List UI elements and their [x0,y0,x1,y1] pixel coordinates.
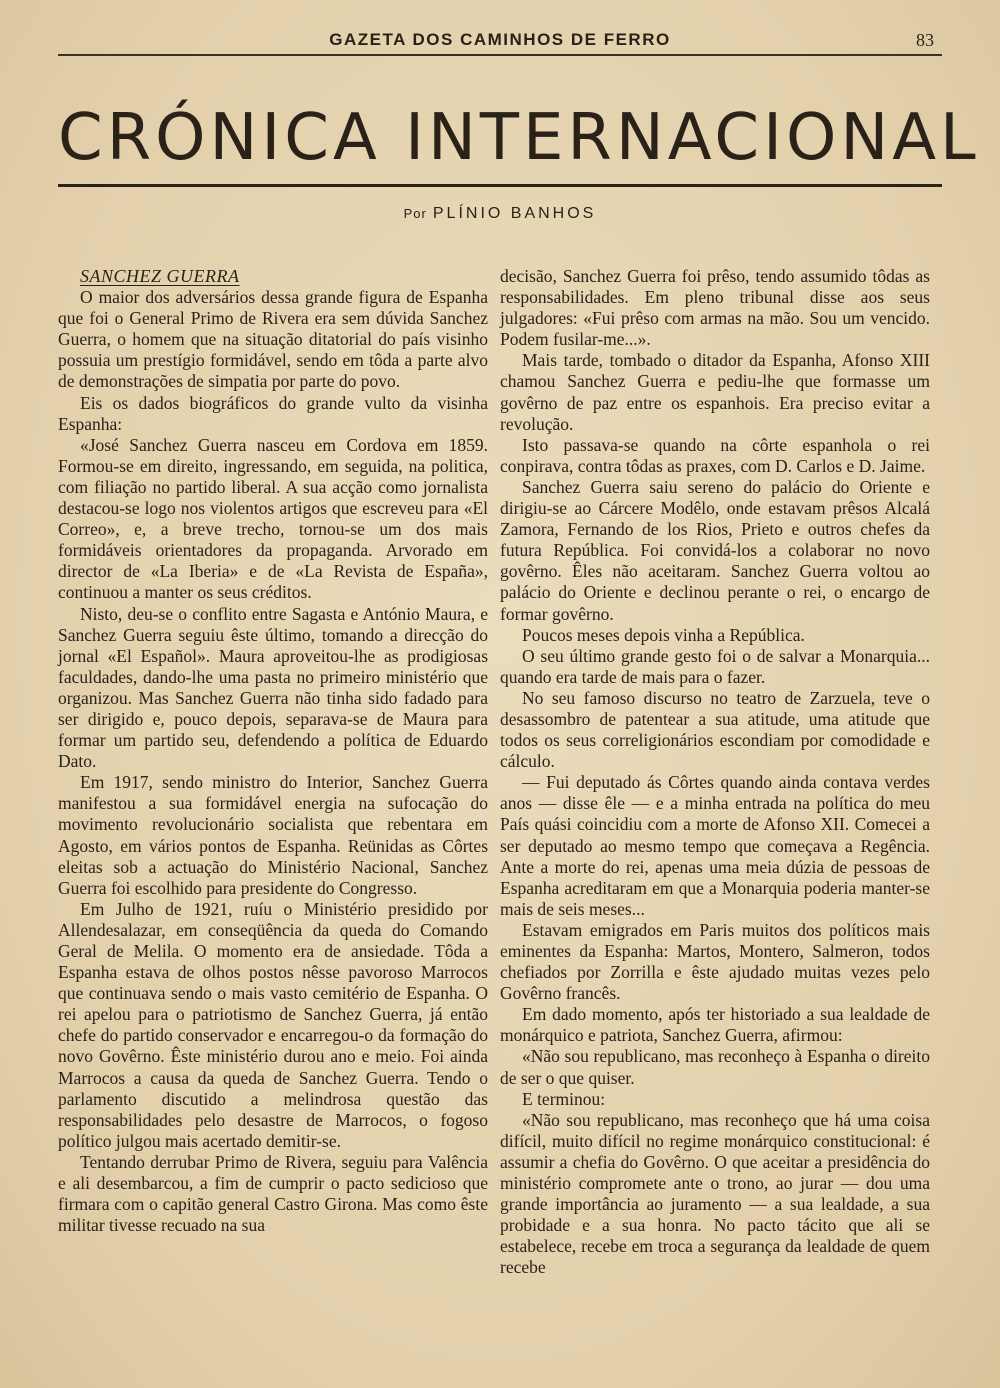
running-header [58,30,942,56]
paragraph: Em dado momento, após ter historiado a sua lealdade de monárquico e patriota, Sanchez Guerra, afirmou: [500,1004,930,1046]
paragraph: Eis os dados biográficos do grande vulto da visinha Espanha: [58,392,488,434]
paragraph: Isto passava-se quando na côrte espanhola o rei conpirava, contra tôdas as praxes, com D. Carlos e D. Jaime. [500,434,930,476]
paragraph: — Fui deputado ás Côrtes quando ainda contava verdes anos — disse êle — e a minha entrada na política do meu País quási coincidiu com a morte de Afonso XII. Comecei a ser deputado ao mesmo tempo que começava a Regência. Ante a morte do rei, apenas uma meia dúzia de pessoas de Espanha acreditaram em que a Monarquia poderia manter-se mais de seis meses... [500,772,930,919]
paragraph: «José Sanchez Guerra nasceu em Cordova em 1859. Formou-se em direito, ingressando, em seguida, na politica, com filiação no partido liberal. A sua acção como jornalista destacou-se logo nos violentos artigos que escreveu para «El Correo», e, a breve trecho, tornou-se um dos mais formidáveis orientadores da propaganda. Arvorado em director de «La Iberia» e de «La Revista de España», continuou a manter os seus créditos. [58,434,488,603]
paragraph: No seu famoso discurso no teatro de Zarzuela, teve o desassombro de patentear a sua atitude, uma atitude que todos os seus correligionários escondiam por comodidade e cálculo. [500,687,930,772]
article-subhead: SANCHEZ GUERRA [80,266,240,286]
publication-title: GAZETA DOS CAMINHOS DE FERRO [329,30,671,49]
paragraph: Em Julho de 1921, ruíu o Ministério presidido por Allendesalazar, em conseqüência da queda do Comando Geral de Melila. O momento era de ansiedade. Tôda a Espanha estava de olhos postos nêsse pavoroso Marrocos que continuava sendo o mais vasto cemitério de Espanha. O rei apelou para o patriotismo de Sanchez Guerra, já então chefe do partido conservador e encarregou-o da formação do novo Govêrno. Êste ministério durou ano e meio. Foi ainda Marrocos a causa da queda de Sanchez Guerra. Tendo o parlamento discutido a melindrosa questão das responsabilidades pelo desastre de Marrocos, o fogoso político julgou mais acertado demitir-se. [58,898,488,1151]
paragraph: O seu último grande gesto foi o de salvar a Monarquia... quando era tarde de mais para o fazer. [500,645,930,687]
paragraph: E terminou: [522,1088,606,1109]
paragraph: decisão, Sanchez Guerra foi prêso, tendo assumido tôdas as responsabilidades. Em pleno tribunal disse aos seus julgadores: «Fui prêso com armas na mão. Sou um vencido. Podem fusilar-me...». [500,266,930,350]
title-rule [58,184,942,187]
byline-prefix: Por [403,206,427,221]
paragraph: O maior dos adversários dessa grande figura de Espanha que foi o General Primo de Rivera era sem dúvida Sanchez Guerra, o homem que na situação ditatorial do país visinho possuia um prestígio formidável, sendo em tôda a parte alvo de demonstrações de simpatia por parte do povo. [58,287,488,392]
page-number: 83 [916,30,934,50]
author-name: PLÍNIO BANHOS [432,205,597,222]
paragraph: Nisto, deu-se o conflito entre Sagasta e António Maura, e Sanchez Guerra seguiu êste último, tomando a direcção do jornal «El Español». Maura aproveitou-lhe as prodigiosas faculdades, dando-lhe uma pasta no primeiro ministério que organizou. Mas Sanchez Guerra não tinha sido fadado para ser dirigido e, pouco depois, separava-se de Maura para formar um partido seu, defendendo a política de Eduardo Dato. [58,603,488,772]
paragraph: «Não sou republicano, mas reconheço à Espanha o direito de ser o que quiser. [500,1046,930,1088]
section-title: CRÓNICA INTERNACIONAL [58,101,980,175]
paragraph: Sanchez Guerra saiu sereno do palácio do Oriente e dirigiu-se ao Cárcere Modêlo, onde estavam prêsos Alcalá Zamora, Fernando de los Rios, Prieto e outros chefes da futura República. Foi convidá-los a colaborar no novo govêrno. Êles não aceitaram. Sanchez Guerra voltou ao palácio do Oriente e declinou perante o rei, o encargo de formar govêrno. [500,476,930,624]
paragraph: Em 1917, sendo ministro do Interior, Sanchez Guerra manifestou a sua formidável energia na sufocação do movimento revolucionário socialista que rebentara em Agosto, em vários pontos de Espanha. Reünidas as Côrtes eleitas sob a actuação do Ministério Nacional, Sanchez Guerra foi escolhido para presidente do Congresso. [58,772,488,898]
byline [0,205,1000,223]
article-column-left [58,266,488,1236]
paragraph: Mais tarde, tombado o ditador da Espanha, Afonso XIII chamou Sanchez Guerra e pediu-lhe que formasse um govêrno de paz entre os espanhois. Era preciso evitar a revolução. [500,350,930,434]
paragraph: Poucos meses depois vinha a República. [522,624,805,645]
paragraph: Estavam emigrados em Paris muitos dos políticos mais eminentes da Espanha: Martos, Montero, Salmeron, todos chefiados por Zorrilla e êste ajudado muitas vezes pelo Govêrno francês. [500,919,930,1004]
article-column-right [500,266,930,1279]
paragraph: Tentando derrubar Primo de Rivera, seguiu para Valência e ali desembarcou, a fim de cumprir o pacto sedicioso que firmara com o capitão general Castro Girona. Mas como êste militar tivesse recuado na sua [58,1151,488,1236]
paragraph: «Não sou republicano, mas reconheço que há uma coisa difícil, muito difícil no regime monárquico constitucional: é assumir a chefia do Govêrno. O que aceitar a presidência do ministério compromete ante o trono, ao jurar — dou uma grande importância ao juramento — a sua lealdade, a sua probidade e a sua honra. No pacto tácito que ali se estabelece, recebe em troca a segurança da lealdade de quem recebe [500,1109,930,1278]
